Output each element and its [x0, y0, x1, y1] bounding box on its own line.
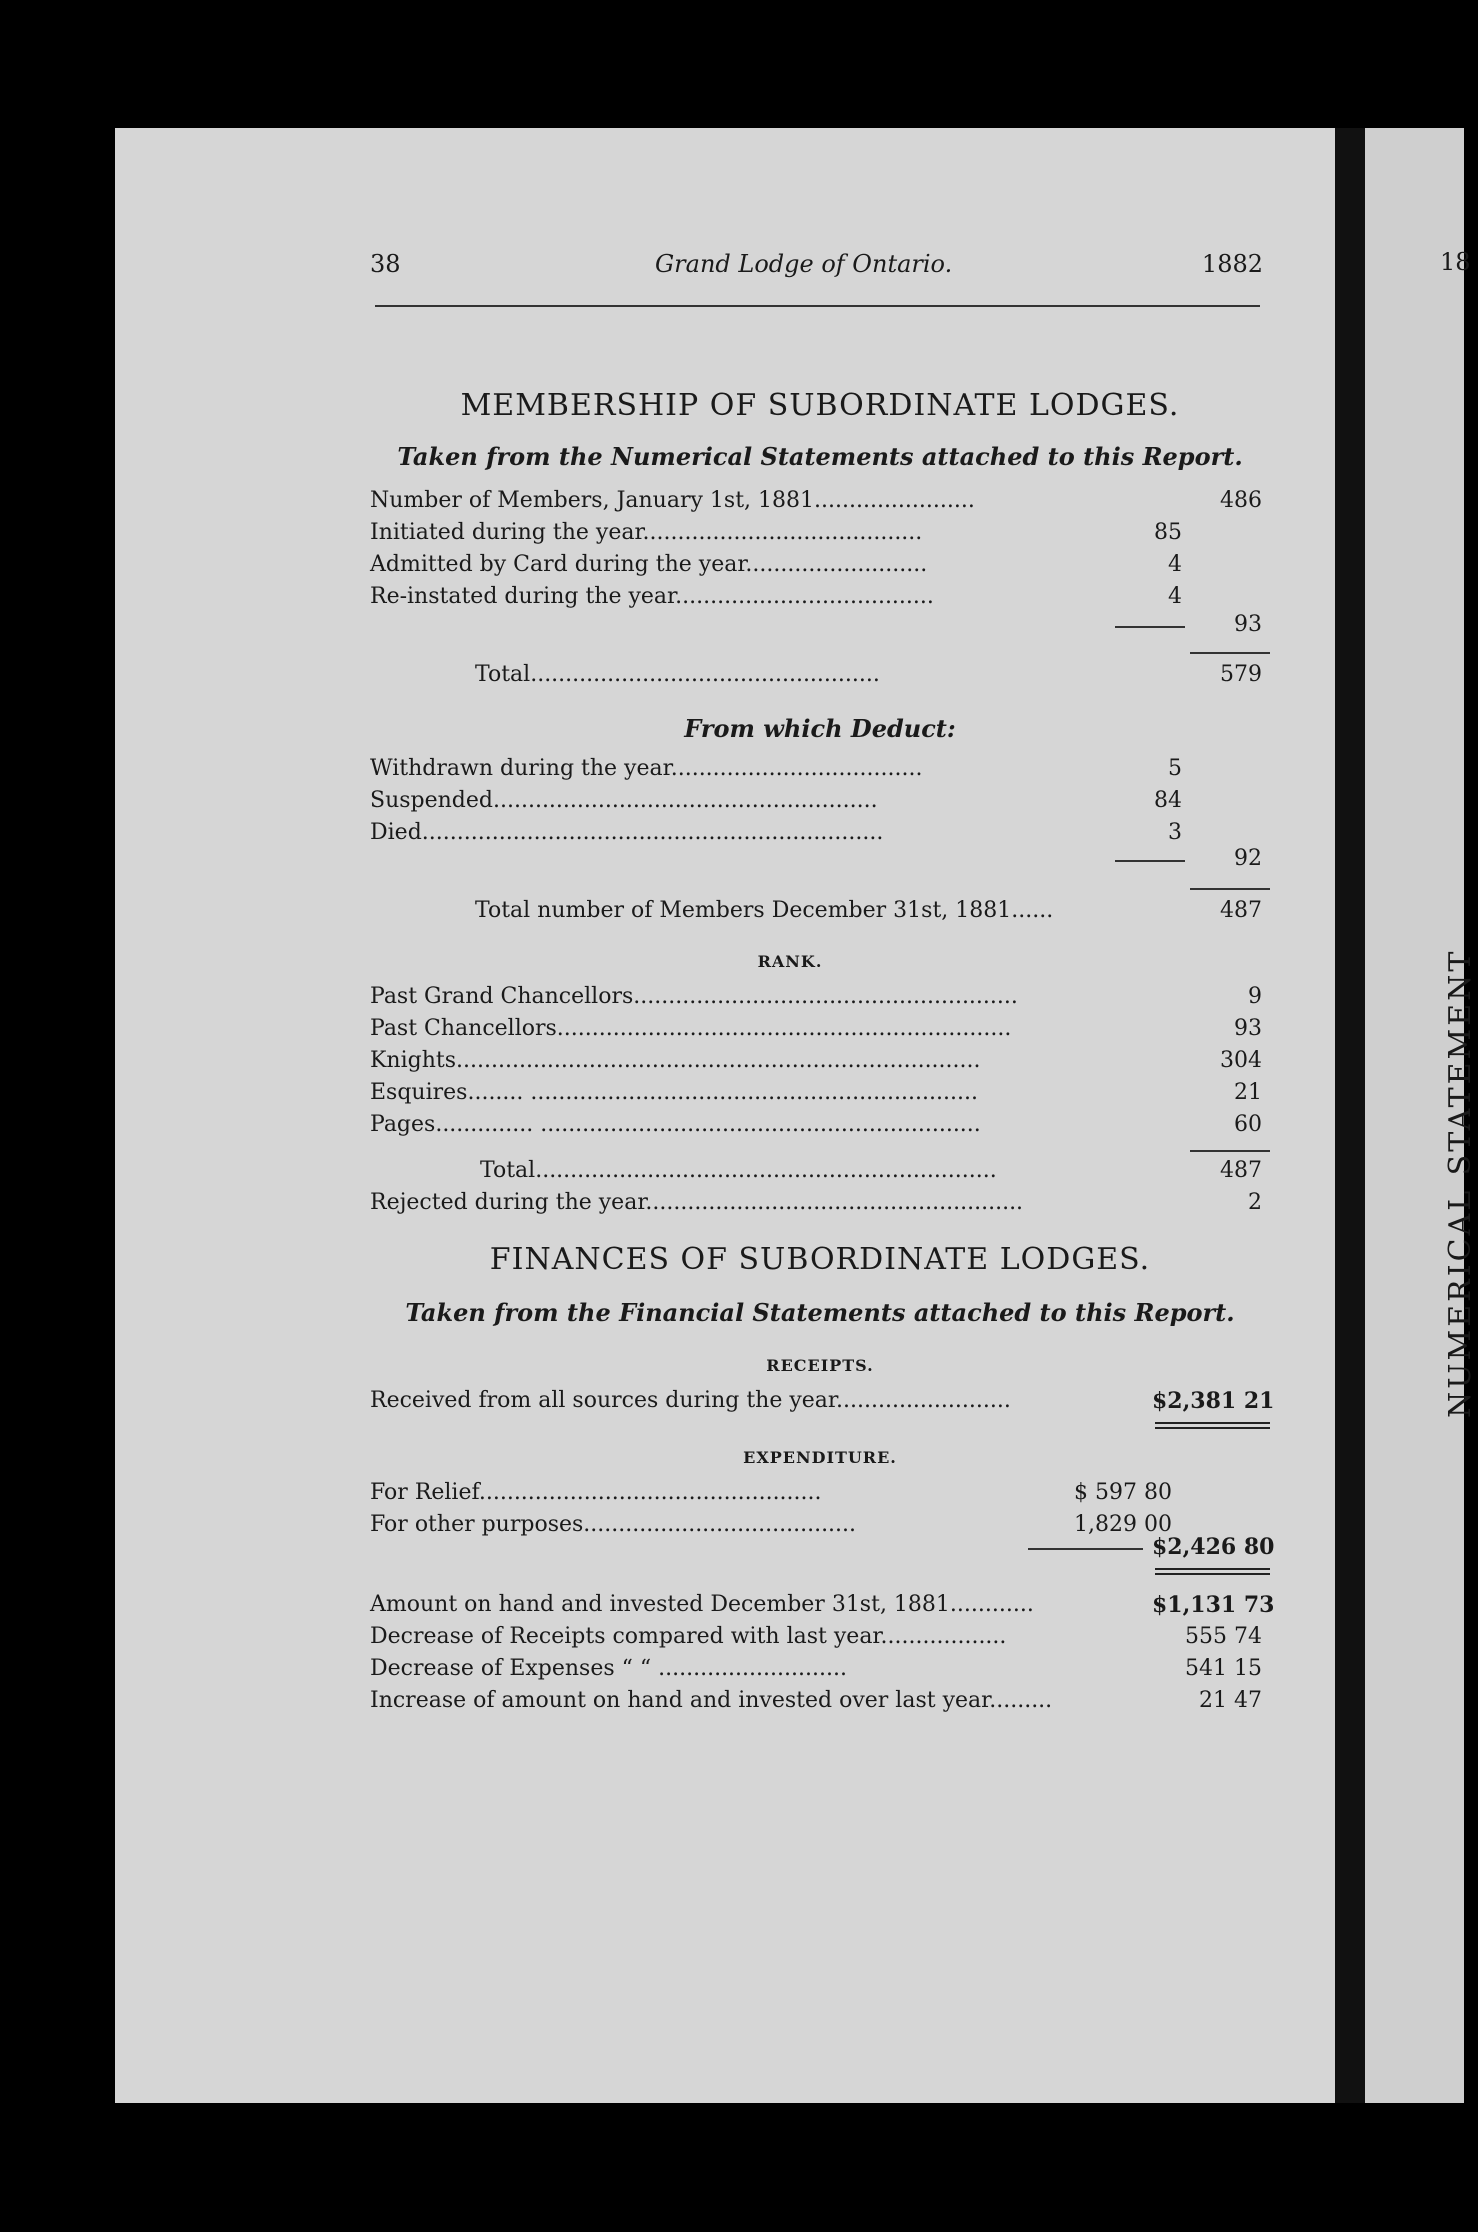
rank-row: [370, 1112, 1270, 1144]
rank-row: [370, 1080, 1270, 1112]
row-value-b: 60: [1234, 1112, 1262, 1137]
deduct-row: [370, 788, 1270, 820]
next-page-number: 18: [1440, 248, 1471, 276]
row-value-a: 3: [1168, 820, 1182, 845]
row-value-b: 487: [1220, 898, 1262, 923]
row-value-a: 1,829 00: [1074, 1512, 1172, 1537]
row-label: Amount on hand and invested December 31st, 1881............: [370, 1592, 1034, 1617]
row-value-a: 5: [1168, 756, 1182, 781]
row-value-b: 9: [1248, 984, 1262, 1009]
row-label: Rejected during the year......................................................: [370, 1190, 1024, 1215]
row-value-a: 85: [1154, 520, 1182, 545]
row-label: Pages.............. ...............................................................: [370, 1112, 981, 1137]
summary-row: [370, 1688, 1270, 1720]
rank-row: [370, 984, 1270, 1016]
row-label: Total..................................................................: [480, 1158, 997, 1183]
row-value-b: 92: [1234, 846, 1262, 871]
row-value-b: 21 47: [1199, 1688, 1262, 1713]
rank-total-row: [370, 1158, 1270, 1190]
rank-row: [370, 1016, 1270, 1048]
page-number: 38: [370, 250, 401, 278]
double-rule: [1155, 1422, 1270, 1429]
membership-subtotal-row: [370, 612, 1270, 644]
row-value-b: $2,426 80: [1152, 1534, 1275, 1560]
row-label: For other purposes.......................................: [370, 1512, 857, 1537]
row-value-b: 2: [1248, 1190, 1262, 1215]
header-rule: [375, 305, 1260, 307]
expenditure-heading: EXPENDITURE.: [743, 1448, 897, 1467]
row-label: Suspended.......................................................: [370, 788, 878, 813]
row-label: Died..................................................................: [370, 820, 884, 845]
row-value-b: 541 15: [1185, 1656, 1262, 1681]
running-year: 1882: [1201, 250, 1263, 278]
row-value-b: 21: [1234, 1080, 1262, 1105]
row-value-b: 579: [1220, 662, 1262, 687]
membership-total-row: [370, 662, 1270, 694]
row-value-b: 487: [1220, 1158, 1262, 1183]
next-page-vertical-text: NUMERICAL STATEMENT: [1443, 948, 1478, 1418]
finances-subheading: Taken from the Financial Statements attached to this Report.: [405, 1298, 1235, 1327]
summary-row: [370, 1656, 1270, 1688]
row-value-b: 304: [1220, 1048, 1262, 1073]
total-rule: [1190, 652, 1270, 654]
next-page: [1365, 128, 1478, 2103]
row-value-b: 555 74: [1185, 1624, 1262, 1649]
row-value-a: 84: [1154, 788, 1182, 813]
rank-row: [370, 1048, 1270, 1080]
row-value-a: 4: [1168, 552, 1182, 577]
membership-row: [370, 520, 1270, 552]
total-rule: [1190, 888, 1270, 890]
row-label: Total number of Members December 31st, 1881......: [475, 898, 1054, 923]
membership-subheading: Taken from the Numerical Statements attached to this Report.: [397, 442, 1243, 471]
double-rule: [1155, 1568, 1270, 1575]
receipts-heading: RECEIPTS.: [766, 1356, 874, 1375]
rank-heading: RANK.: [757, 952, 823, 971]
row-label: Total..................................................: [475, 662, 880, 687]
row-value-b: 93: [1234, 612, 1262, 637]
row-value-b: $1,131 73: [1152, 1592, 1275, 1618]
row-label: Esquires........ ................................................................: [370, 1080, 978, 1105]
row-label: Knights...........................................................................: [370, 1048, 981, 1073]
finances-heading: FINANCES OF SUBORDINATE LODGES.: [489, 1242, 1151, 1277]
row-value-a: 4: [1168, 584, 1182, 609]
deduct-row: [370, 756, 1270, 788]
membership-row: [370, 552, 1270, 584]
row-label: Past Chancellors.................................................................: [370, 1016, 1012, 1041]
expenditure-row: [370, 1480, 1270, 1512]
row-value-b: $2,381 21: [1152, 1388, 1275, 1414]
membership-heading: MEMBERSHIP OF SUBORDINATE LODGES.: [460, 388, 1180, 423]
expenditure-total-row: [370, 1534, 1275, 1566]
row-label: For Relief.................................................: [370, 1480, 822, 1505]
row-label: Past Grand Chancellors.......................................................: [370, 984, 1018, 1009]
row-label: Decrease of Expenses “ “ ...........................: [370, 1656, 847, 1681]
row-label: Received from all sources during the year.........................: [370, 1388, 1011, 1413]
row-value-a: $ 597 80: [1074, 1480, 1172, 1505]
summary-row: [370, 1624, 1270, 1656]
row-label: Decrease of Receipts compared with last year..................: [370, 1624, 1007, 1649]
total-rule: [1190, 1150, 1270, 1152]
book-spine: [1335, 128, 1365, 2103]
row-label: Number of Members, January 1st, 1881.......................: [370, 488, 975, 513]
row-label: Admitted by Card during the year..........................: [370, 552, 928, 577]
members-total-row: [370, 898, 1270, 930]
row-label: Initiated during the year........................................: [370, 520, 923, 545]
deduct-subtotal-row: [370, 846, 1270, 878]
deduct-heading: From which Deduct:: [684, 714, 956, 743]
row-label: Re-instated during the year.....................................: [370, 584, 934, 609]
row-value-b: 486: [1220, 488, 1262, 513]
receipts-row: [370, 1388, 1275, 1420]
row-label: Withdrawn during the year....................................: [370, 756, 923, 781]
summary-row: [370, 1592, 1275, 1624]
row-label: Increase of amount on hand and invested over last year.........: [370, 1688, 1053, 1713]
membership-row: [370, 488, 1270, 520]
row-value-b: 93: [1234, 1016, 1262, 1041]
running-title: Grand Lodge of Ontario.: [655, 250, 953, 278]
rejected-row: [370, 1190, 1270, 1222]
